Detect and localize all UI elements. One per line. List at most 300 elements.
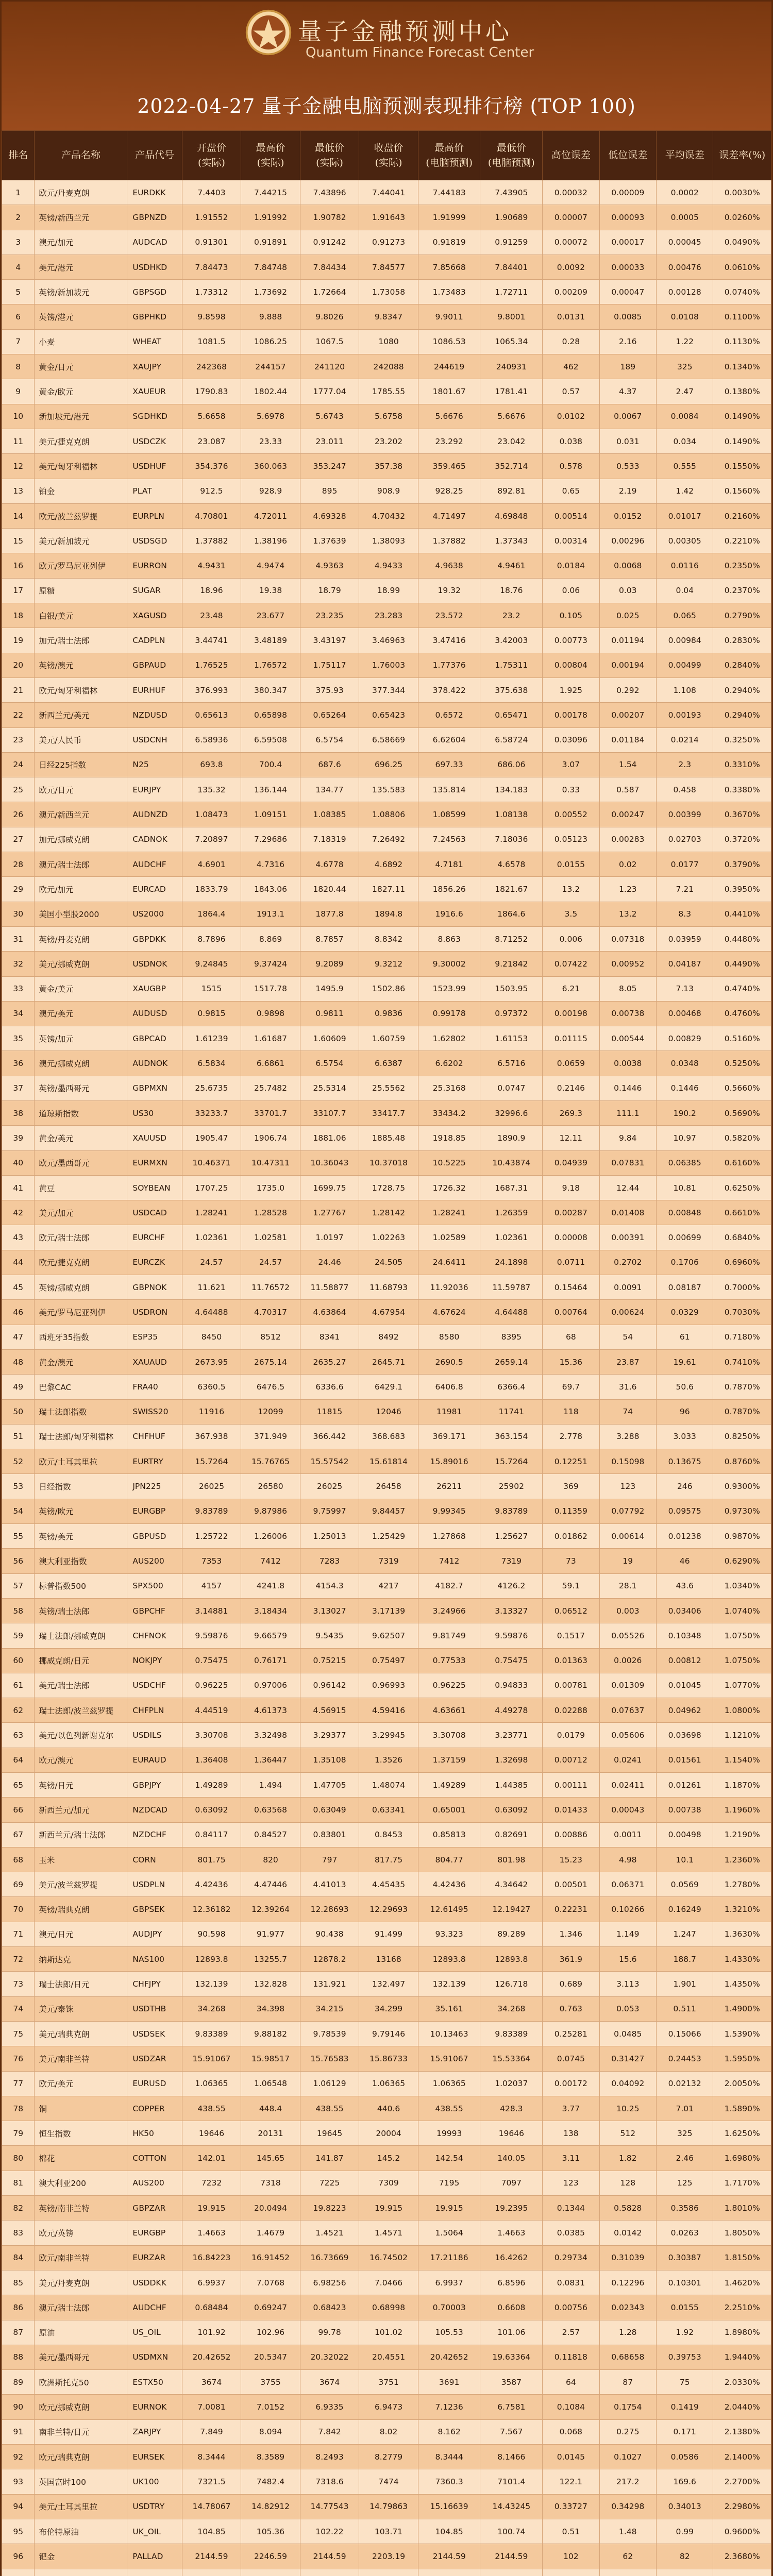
value-cell: 1.02581 [241,1225,300,1250]
value-cell: 0.4760% [713,1001,771,1026]
product-name-cell: 加元/瑞士法郎 [35,628,127,653]
product-name-cell: 小麦 [35,329,127,354]
value-cell [241,2569,300,2576]
product-name-cell: 英镑/港元 [35,304,127,329]
rank-cell: 95 [2,2519,35,2544]
value-cell: 0.00172 [543,2071,599,2096]
product-name-cell: 英镑/日元 [35,1773,127,1798]
value-cell: 34.268 [182,1996,241,2021]
table-row [2,379,771,404]
brand-name-cn: 量子金融预测中心 [298,18,512,45]
rank-cell: 13 [2,479,35,503]
value-cell: 1.901 [657,1972,713,1996]
rank-cell: 79 [2,2121,35,2146]
value-cell: 9.8598 [182,304,241,329]
value-cell: 0.0092 [543,255,599,279]
value-cell: 141.87 [300,2146,359,2171]
value-cell: 2246.59 [241,2544,300,2569]
rank-cell: 37 [2,1076,35,1100]
value-cell: 15.36 [543,1349,599,1374]
value-cell: 6.9937 [182,2270,241,2295]
table-row [2,1424,771,1449]
value-cell: 0.31427 [599,2046,656,2071]
rank-cell: 17 [2,578,35,603]
product-name-cell: 欧元/捷克克朗 [35,1250,127,1275]
value-cell: 15.61814 [359,1449,418,1474]
value-cell: 0.00072 [543,230,599,255]
value-cell: 0.00952 [599,952,656,976]
product-code-cell: US2000 [127,902,182,926]
value-cell: 9.75997 [300,1499,359,1523]
rank-cell: 65 [2,1773,35,1798]
rank-cell: 57 [2,1573,35,1598]
value-cell: 4.37 [599,379,656,404]
value-cell: 100.74 [480,2519,543,2544]
value-cell: 0.0108 [657,304,713,329]
product-name-cell: 白银/美元 [35,603,127,628]
value-cell: 2144.59 [480,2544,543,2569]
value-cell: 111.1 [599,1100,656,1125]
value-cell: 9.30002 [418,952,480,976]
product-code-cell: USDSEK [127,2021,182,2046]
value-cell: 87 [599,2370,656,2395]
value-cell: 697.33 [418,752,480,777]
table-row [2,1573,771,1598]
product-code-cell: EURRON [127,553,182,578]
table-row [2,230,771,255]
value-cell: 1.08385 [300,802,359,827]
value-cell: 1.4350% [713,1972,771,1996]
value-cell: 3587 [480,2370,543,2395]
value-cell: 0.34013 [657,2494,713,2519]
value-cell: 7.29686 [241,827,300,852]
value-cell: 1.61153 [480,1026,543,1051]
value-cell: 4.63661 [418,1698,480,1723]
value-cell: 1.02589 [418,1225,480,1250]
value-cell: 19.915 [418,2196,480,2221]
table-row [2,2096,771,2121]
value-cell: 448.4 [241,2096,300,2121]
table-row [2,304,771,329]
value-cell: 1790.83 [182,379,241,404]
value-cell: 0.578 [543,454,599,479]
value-cell: 9.84457 [359,1499,418,1523]
product-code-cell: AUS200 [127,1549,182,1573]
value-cell: 1.90782 [300,205,359,230]
value-cell: 6.7581 [480,2395,543,2419]
value-cell: 1.06365 [418,2071,480,2096]
value-cell: 91.977 [241,1922,300,1946]
value-cell: 68 [543,1325,599,1349]
value-cell: 19.32 [418,578,480,603]
value-cell: 0.68998 [359,2295,418,2320]
value-cell: 7319 [480,1549,543,1573]
value-cell: 16.4262 [480,2245,543,2270]
product-code-cell: USDPLN [127,1872,182,1897]
value-cell: 31.6 [599,1375,656,1399]
value-cell: 134.183 [480,777,543,802]
value-cell: 1.494 [241,1773,300,1798]
value-cell: 19.915 [359,2196,418,2221]
value-cell: 0.0152 [599,503,656,528]
product-name-cell: 美元/瑞典克朗 [35,2021,127,2046]
value-cell: 99.78 [300,2320,359,2345]
value-cell: 0.1340% [713,354,771,379]
value-cell: 3.47416 [418,628,480,653]
value-cell: 1.4571 [359,2221,418,2245]
value-cell: 4.7316 [241,852,300,877]
value-cell: 0.03 [599,578,656,603]
value-cell: 0.07318 [599,926,656,951]
value-cell: 74 [599,1399,656,1424]
value-cell: 801.98 [480,1847,543,1872]
value-cell: 912.5 [182,479,241,503]
value-cell: 1.60759 [359,1026,418,1051]
rank-cell: 56 [2,1549,35,1573]
value-cell: 9.78539 [300,2021,359,2046]
value-cell: 25.3168 [418,1076,480,1100]
value-cell: 367.938 [182,1424,241,1449]
table-row [2,2021,771,2046]
value-cell: 0.76171 [241,1648,300,1673]
value-cell: 23.33 [241,429,300,453]
value-cell: 9.888 [241,304,300,329]
value-cell: 1.4663 [182,2221,241,2245]
value-cell: 0.5660% [713,1076,771,1100]
table-row [2,2419,771,2444]
product-code-cell: USDCAD [127,1200,182,1225]
value-cell: 2.1380% [713,2419,771,2444]
value-cell: 0.31039 [599,2245,656,2270]
value-cell: 0.83801 [300,1822,359,1847]
product-code-cell: AUDNOK [127,1051,182,1076]
value-cell: 1707.25 [182,1175,241,1200]
table-row [2,952,771,976]
product-code-cell: GBPSEK [127,1897,182,1922]
value-cell: 0.05123 [543,827,599,852]
product-code-cell: CHFPLN [127,1698,182,1723]
value-cell: 244619 [418,354,480,379]
value-cell: 6.5754 [300,727,359,752]
value-cell: 4.67624 [418,1300,480,1325]
value-cell: 428.3 [480,2096,543,2121]
value-cell: 4126.2 [480,1573,543,1598]
value-cell: 7321.5 [182,2469,241,2494]
rank-cell: 80 [2,2146,35,2171]
product-name-cell: 英镑/新西兰元 [35,205,127,230]
value-cell: 1.4521 [300,2221,359,2245]
value-cell: 1.22 [657,329,713,354]
table-row [2,1001,771,1026]
value-cell: 11981 [418,1399,480,1424]
value-cell: 7195 [418,2171,480,2195]
value-cell: 0.0084 [657,404,713,429]
table-row [2,553,771,578]
value-cell: 7.84748 [241,255,300,279]
value-cell: 0.3380% [713,777,771,802]
value-cell: 1.06129 [300,2071,359,2096]
product-code-cell: USDTRY [127,2494,182,2519]
product-code-cell: XAUEUR [127,379,182,404]
value-cell: 10.36043 [300,1150,359,1175]
value-cell: 7.44215 [241,180,300,205]
value-cell: 0.65898 [241,703,300,727]
value-cell: 1.82 [599,2146,656,2171]
product-code-cell: JPN225 [127,1474,182,1499]
product-name-cell: 欧洲斯托克50 [35,2370,127,2395]
table-row [2,1748,771,1772]
value-cell: 11.58877 [300,1275,359,1300]
table-row [2,1922,771,1946]
value-cell: 7.18319 [300,827,359,852]
value-cell: 0.10348 [657,1623,713,1648]
product-name-cell: 原糖 [35,578,127,603]
table-row [2,280,771,304]
value-cell: 0.2702 [599,1250,656,1275]
value-cell: 3.18434 [241,1598,300,1623]
product-code-cell: AUDCHF [127,852,182,877]
value-cell: 360.063 [241,454,300,479]
value-cell [300,2569,359,2576]
value-cell [599,2569,656,2576]
table-row [2,1150,771,1175]
value-cell: 0.3790% [713,852,771,877]
value-cell: 1.8050% [713,2221,771,2245]
value-cell: 9.79146 [359,2021,418,2046]
product-code-cell: GBPUSD [127,1524,182,1549]
value-cell: 8.1466 [480,2445,543,2469]
value-cell: 0.15066 [657,2021,713,2046]
value-cell: 136.144 [241,777,300,802]
product-code-cell: XAGUSD [127,603,182,628]
value-cell: 10.1 [657,1847,713,1872]
value-cell: 0.02 [599,852,656,877]
value-cell: 1864.6 [480,902,543,926]
product-name-cell: 美元/新加坡元 [35,529,127,553]
value-cell: 0.05526 [599,1623,656,1648]
value-cell: 5.6758 [359,404,418,429]
value-cell: 820 [241,1847,300,1872]
value-cell: 0.0569 [657,1872,713,1897]
value-cell: 363.154 [480,1424,543,1449]
rank-cell: 33 [2,976,35,1001]
value-cell: 1.62802 [418,1026,480,1051]
value-cell: 3.24966 [418,1598,480,1623]
value-cell: 7474 [359,2469,418,2494]
value-cell: 1881.06 [300,1126,359,1150]
value-cell: 7101.4 [480,2469,543,2494]
value-cell: 26025 [182,1474,241,1499]
value-cell: 169.6 [657,2469,713,2494]
value-cell: 0.587 [599,777,656,802]
value-cell: 797 [300,1847,359,1872]
product-code-cell [127,2569,182,2576]
value-cell: 0.68423 [300,2295,359,2320]
value-cell: 1.4900% [713,1996,771,2021]
value-cell: 1.0197 [300,1225,359,1250]
value-cell: 0.7030% [713,1300,771,1325]
quantum-emblem-icon [245,9,292,56]
product-code-cell: AUDUSD [127,1001,182,1026]
value-cell: 0.24453 [657,2046,713,2071]
value-cell: 15.76765 [241,1449,300,1474]
product-code-cell: UK_OIL [127,2519,182,2544]
value-cell: 0.2940% [713,677,771,702]
value-cell: 11.59787 [480,1275,543,1300]
value-cell: 9.24845 [182,952,241,976]
value-cell: 371.949 [241,1424,300,1449]
rank-cell: 92 [2,2445,35,2469]
value-cell: 0.0740% [713,280,771,304]
value-cell: 0.11818 [543,2345,599,2369]
value-cell [418,2569,480,2576]
rank-cell: 47 [2,1325,35,1349]
value-cell: 7412 [418,1549,480,1573]
value-cell: 18.79 [300,578,359,603]
rank-cell: 34 [2,1001,35,1026]
value-cell: 1.35108 [300,1748,359,1772]
value-cell: 2203.19 [359,2544,418,2569]
value-cell: 12.36182 [182,1897,241,1922]
value-cell: 8.3444 [418,2445,480,2469]
table-row [2,827,771,852]
product-code-cell: EURNOK [127,2395,182,2419]
value-cell: 23.572 [418,603,480,628]
value-cell: 140.05 [480,2146,543,2171]
value-cell: 1495.9 [300,976,359,1001]
value-cell: 0.6840% [713,1225,771,1250]
value-cell: 0.00128 [657,280,713,304]
value-cell: 892.81 [480,479,543,503]
table-row [2,1872,771,1897]
value-cell: 0.00756 [543,2295,599,2320]
value-cell: 1.91643 [359,205,418,230]
value-cell: 0.0131 [543,304,599,329]
value-cell: 0.1027 [599,2445,656,2469]
value-cell: 11.621 [182,1275,241,1300]
table-row [2,1798,771,1822]
value-cell: 0.4490% [713,952,771,976]
value-cell: 3.13327 [480,1598,543,1623]
value-cell: 103.71 [359,2519,418,2544]
value-cell: 142.01 [182,2146,241,2171]
value-cell: 0.15098 [599,1449,656,1474]
value-cell: 1086.53 [418,329,480,354]
value-cell: 7309 [359,2171,418,2195]
table-row [2,1673,771,1698]
value-cell: 23.202 [359,429,418,453]
value-cell: 8450 [182,1325,241,1349]
product-name-cell: 南非兰特/日元 [35,2419,127,2444]
product-code-cell: SPX500 [127,1573,182,1598]
product-name-cell: 瑞士法郎/波兰兹罗提 [35,1698,127,1723]
value-cell: 4.69848 [480,503,543,528]
value-cell: 0.97372 [480,1001,543,1026]
table-row [2,777,771,802]
value-cell: 0.10301 [657,2270,713,2295]
table-row [2,703,771,727]
rank-cell: 3 [2,230,35,255]
value-cell: 1.76572 [241,653,300,677]
value-cell: 9.83789 [182,1499,241,1523]
value-cell: 0.00399 [657,802,713,827]
value-cell: 0.00207 [599,703,656,727]
table-row [2,180,771,205]
product-code-cell: XAUUSD [127,1126,182,1150]
column-header: 高位误差 [543,131,599,180]
value-cell: 0.04092 [599,2071,656,2096]
value-cell: 138 [543,2121,599,2146]
value-cell: 105.53 [418,2320,480,2345]
value-cell: 1.5064 [418,2221,480,2245]
table-row [2,2046,771,2071]
product-code-cell: US30 [127,1100,182,1125]
value-cell: 1086.25 [241,329,300,354]
rank-cell: 22 [2,703,35,727]
value-cell: 0.0263 [657,2221,713,2245]
value-cell: 1699.75 [300,1175,359,1200]
table-row [2,2544,771,2569]
product-name-cell: 欧元/美元 [35,2071,127,2096]
rank-cell: 78 [2,2096,35,2121]
value-cell: 23.283 [359,603,418,628]
rank-cell: 82 [2,2196,35,2221]
value-cell: 188.7 [657,1947,713,1972]
value-cell: 0.0102 [543,404,599,429]
value-cell: 7412 [241,1549,300,1573]
value-cell: 4217 [359,1573,418,1598]
value-cell: 0.292 [599,677,656,702]
value-cell: 3691 [418,2370,480,2395]
value-cell: 134.77 [300,777,359,802]
value-cell: 0.97006 [241,1673,300,1698]
value-cell: 9.87986 [241,1499,300,1523]
product-name-cell: 黄金/欧元 [35,379,127,404]
value-cell: 3.29377 [300,1723,359,1748]
value-cell: 1.92 [657,2320,713,2345]
value-cell: 1.72711 [480,280,543,304]
value-cell: 3.46963 [359,628,418,653]
value-cell: 0.7870% [713,1375,771,1399]
value-cell: 24.6411 [418,1250,480,1275]
table-row [2,404,771,429]
value-cell: 0.0329 [657,1300,713,1325]
value-cell: 2659.14 [480,1349,543,1374]
product-name-cell: 澳元/新西兰元 [35,802,127,827]
value-cell: 375.638 [480,677,543,702]
value-cell: 3755 [241,2370,300,2395]
value-cell: 1.26006 [241,1524,300,1549]
value-cell: 6.5716 [480,1051,543,1076]
table-row [2,653,771,677]
table-row [2,2196,771,2221]
value-cell: 0.511 [657,1996,713,2021]
value-cell: 0.96225 [182,1673,241,1698]
value-cell: 8.02 [359,2419,418,2444]
value-cell: 33417.7 [359,1100,418,1125]
value-cell: 0.00624 [599,1300,656,1325]
rank-cell: 66 [2,1798,35,1822]
value-cell: 0.04187 [657,952,713,976]
value-cell: 7283 [300,1549,359,1573]
value-cell: 15.86733 [359,2046,418,2071]
table-row [2,479,771,503]
rank-cell: 53 [2,1474,35,1499]
product-code-cell: N25 [127,752,182,777]
product-name-cell: 瑞士法郎/挪威克朗 [35,1623,127,1648]
value-cell: 0.91273 [359,230,418,255]
product-code-cell: EURSEK [127,2445,182,2469]
